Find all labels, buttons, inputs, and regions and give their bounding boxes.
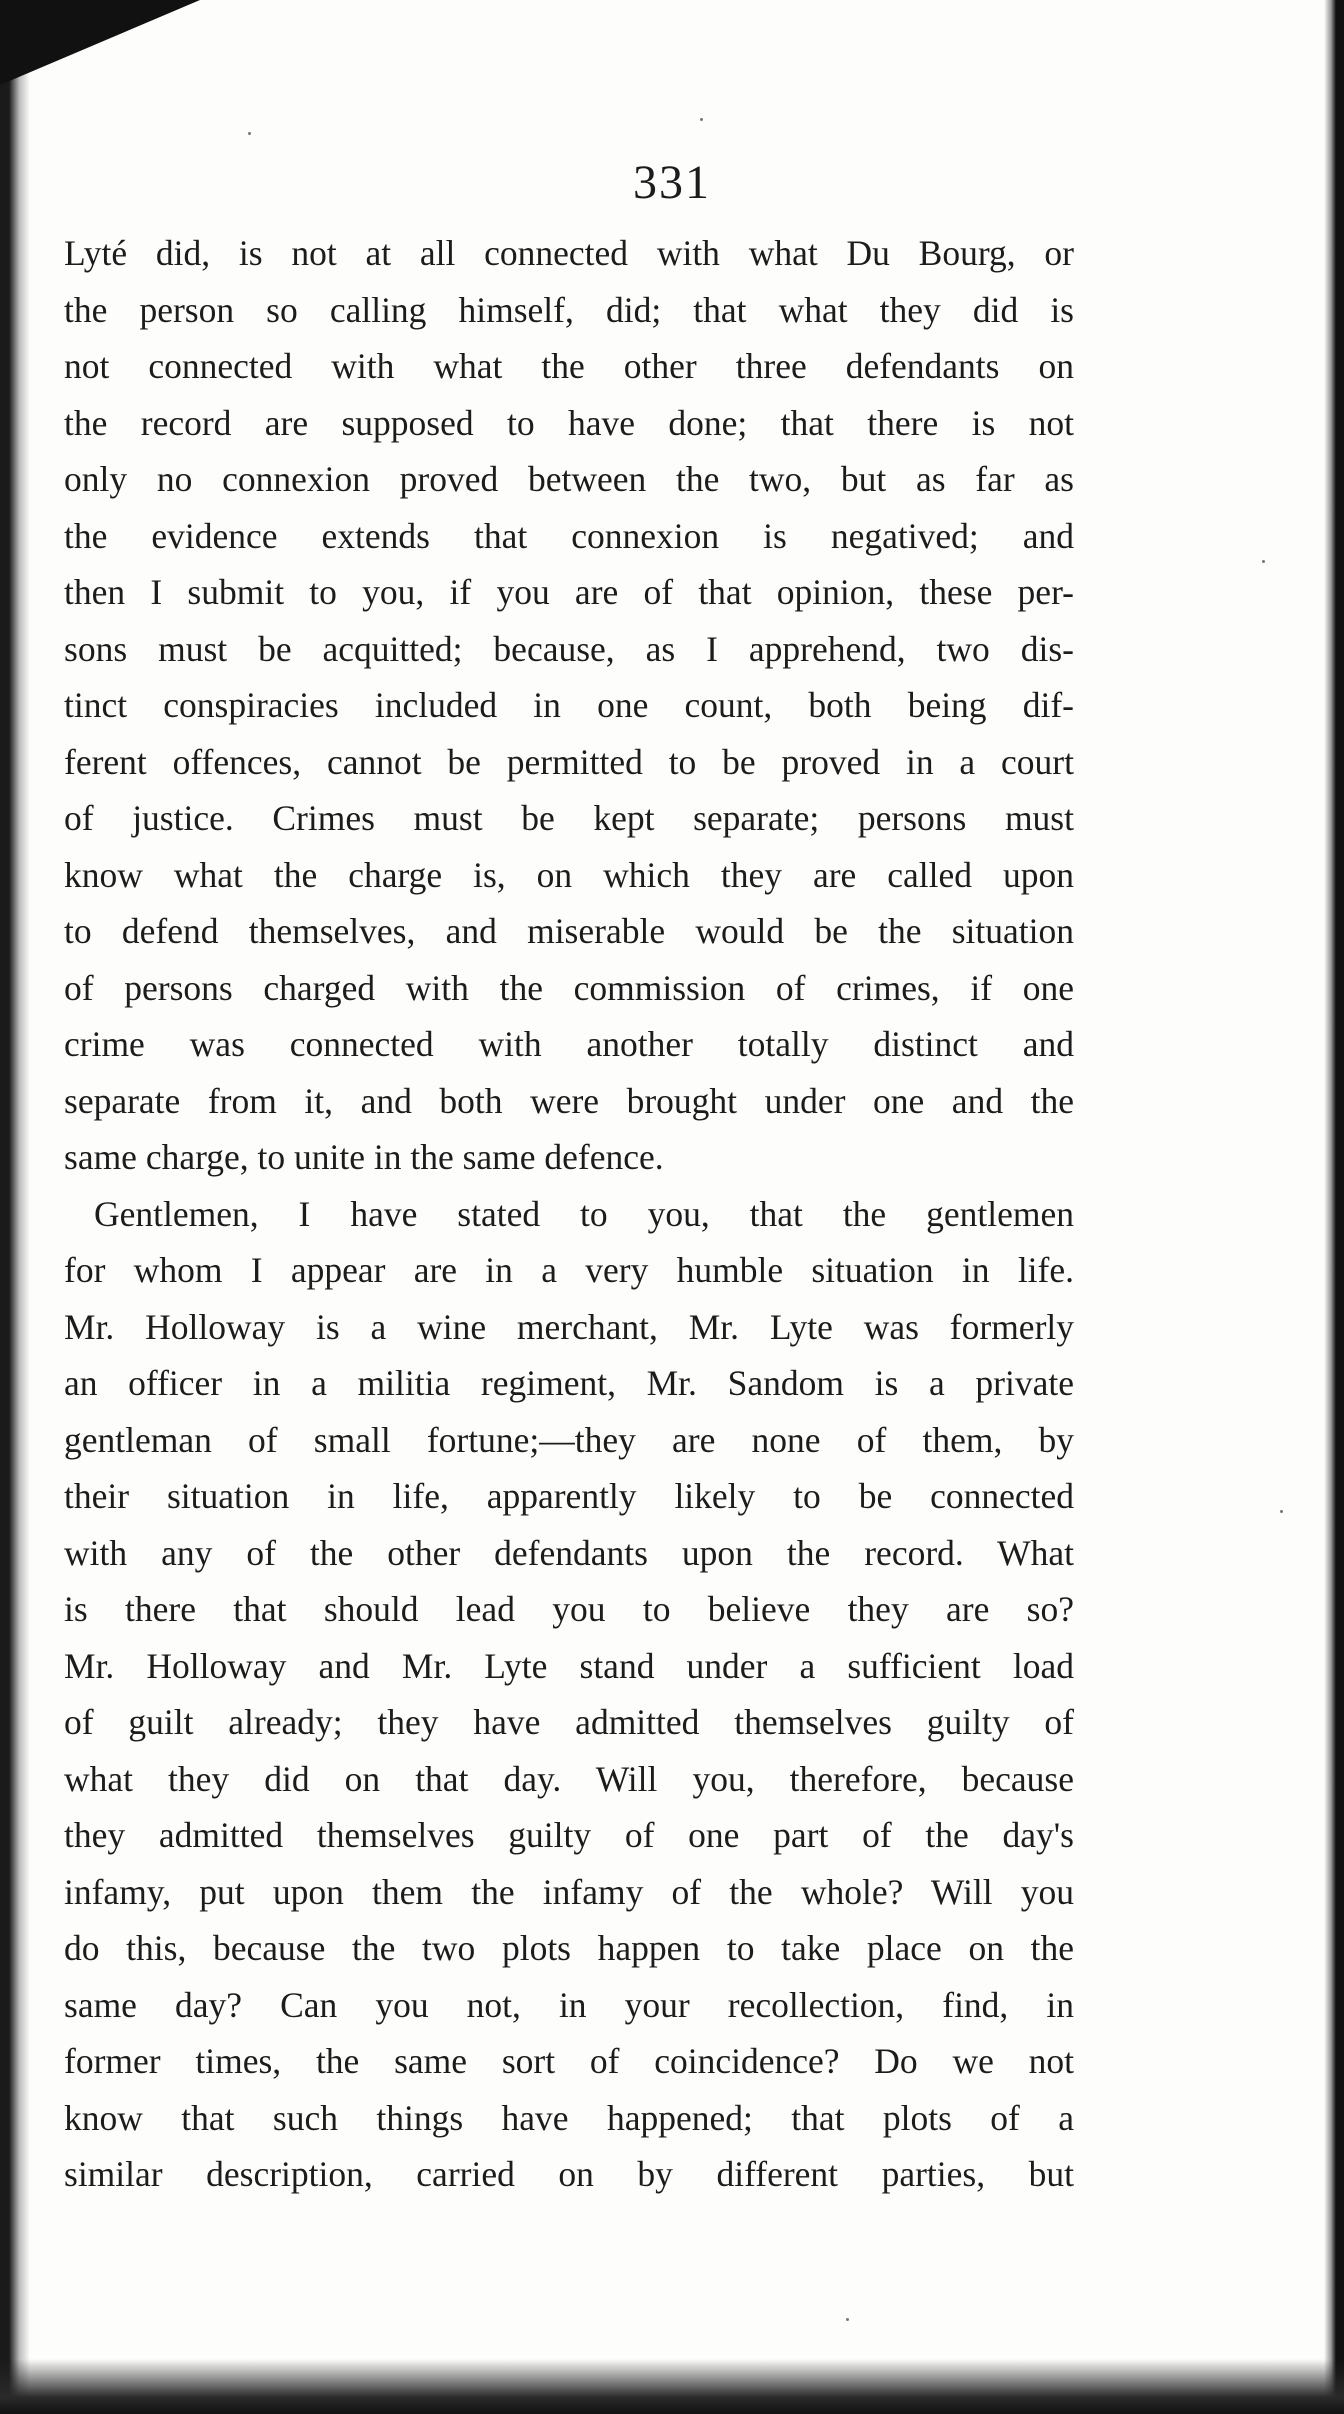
text-line: to defend themselves, and miserable would be the situation bbox=[64, 911, 1074, 951]
text-line: of persons charged with the commission of crimes, if one bbox=[64, 967, 1074, 1008]
text-line: the record are supposed to have done; that there is not bbox=[64, 402, 1074, 443]
text-line: former times, the same sort of coincidence? Do we not bbox=[64, 2041, 1074, 2081]
text-line: know that such things have happened; that plots of a bbox=[64, 2097, 1074, 2138]
page-corner-shadow bbox=[0, 0, 200, 85]
page-bottom-edge-shadow bbox=[0, 2359, 1344, 2414]
text-line: similar description, carried on by different parties, but bbox=[64, 2154, 1074, 2194]
text-line: know what the charge is, on which they are called upon bbox=[64, 854, 1074, 895]
page-left-edge-shadow bbox=[0, 0, 30, 2414]
text-line: not connected with what the other three defendants on bbox=[64, 346, 1074, 386]
text-line: infamy, put upon them the infamy of the whole? Will you bbox=[64, 1871, 1074, 1912]
text-line: ferent offences, cannot be permitted to be proved in a court bbox=[64, 741, 1074, 782]
paper-speck bbox=[846, 2318, 849, 2321]
text-line: same charge, to unite in the same defence. bbox=[64, 1137, 664, 1177]
text-line: crime was connected with another totally distinct and bbox=[64, 1024, 1074, 1064]
text-line: Mr. Holloway is a wine merchant, Mr. Lyte was formerly bbox=[64, 1306, 1074, 1347]
text-line: the person so calling himself, did; that what they did is bbox=[64, 289, 1074, 330]
text-line: only no connexion proved between the two, but as far as bbox=[64, 459, 1074, 499]
text-line: tinct conspiracies included in one count, both being dif- bbox=[64, 685, 1074, 725]
text-line: is there that should lead you to believe they are so? bbox=[64, 1589, 1074, 1629]
text-line: separate from it, and both were brought under one and the bbox=[64, 1080, 1074, 1121]
text-line: what they did on that day. Will you, therefore, because bbox=[64, 1758, 1074, 1799]
text-line: for whom I appear are in a very humble situation in life. bbox=[64, 1250, 1074, 1290]
page-number: 331 bbox=[633, 156, 711, 209]
body-text bbox=[64, 225, 1074, 2203]
text-line: an officer in a militia regiment, Mr. Sandom is a private bbox=[64, 1363, 1074, 1403]
text-line: sons must be acquitted; because, as I apprehend, two dis- bbox=[64, 628, 1074, 669]
text-line: their situation in life, apparently likely to be connected bbox=[64, 1476, 1074, 1516]
text-line: then I submit to you, if you are of that opinion, these per- bbox=[64, 572, 1074, 612]
paper-speck bbox=[1262, 560, 1265, 563]
text-line: same day? Can you not, in your recollection, find, in bbox=[64, 1984, 1074, 2025]
text-line: Gentlemen, I have stated to you, that the gentlemen bbox=[94, 1193, 1074, 1234]
paper-speck bbox=[1280, 1510, 1283, 1513]
text-line: of guilt already; they have admitted themselves guilty of bbox=[64, 1702, 1074, 1742]
text-line: with any of the other defendants upon the record. What bbox=[64, 1532, 1074, 1573]
text-line: of justice. Crimes must be kept separate; persons must bbox=[64, 798, 1074, 838]
text-line: Mr. Holloway and Mr. Lyte stand under a sufficient load bbox=[64, 1645, 1074, 1686]
paper-speck bbox=[700, 118, 703, 121]
text-line: the evidence extends that connexion is negatived; and bbox=[64, 515, 1074, 556]
text-line: gentleman of small fortune;—they are none of them, by bbox=[64, 1419, 1074, 1460]
paper-speck bbox=[248, 132, 251, 135]
text-line: Lyté did, is not at all connected with what Du Bourg, or bbox=[64, 233, 1074, 273]
page-right-edge-shadow bbox=[1324, 0, 1344, 2414]
text-line: do this, because the two plots happen to take place on the bbox=[64, 1928, 1074, 1968]
text-line: they admitted themselves guilty of one part of the day's bbox=[64, 1815, 1074, 1855]
